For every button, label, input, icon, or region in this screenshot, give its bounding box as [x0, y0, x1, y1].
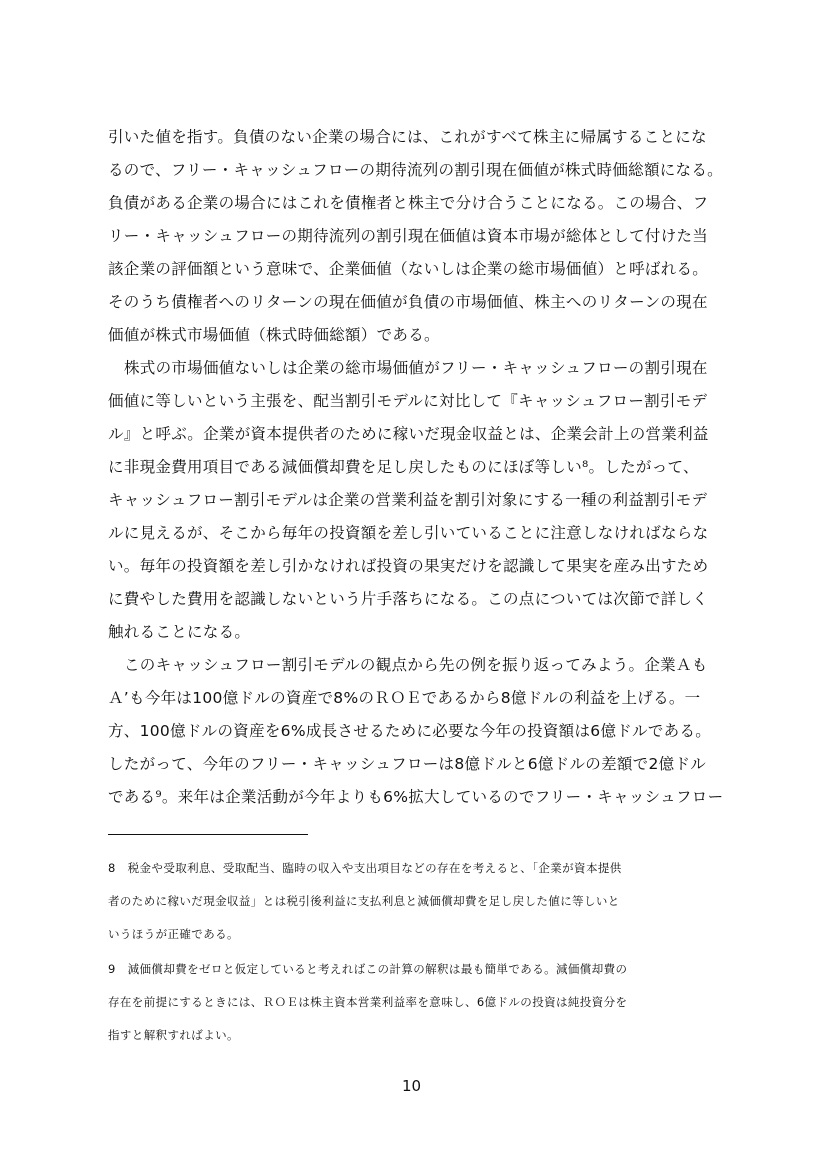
body-line: 価値が株式市場価値（株式時価総額）である。 — [108, 326, 440, 344]
body-line: 方、100億ドルの資産を6%成長させるために必要な今年の投資額は6億ドルである。 — [108, 722, 712, 740]
footnote-divider — [108, 834, 308, 835]
body-line: Ａ’も今年は100億ドルの資産で8%のＲＯＥであるから8億ドルの利益を上げる。一 — [108, 689, 701, 707]
body-line: リー・キャッシュフローの期待流列の割引現在価値は資本市場が総体として付けた当 — [108, 227, 709, 245]
page-number: 10 — [402, 1077, 422, 1095]
body-line: 引いた値を指す。負債のない企業の場合には、これがすべて株主に帰属することにな — [108, 128, 707, 146]
footnote-line: 8 税金や受取利息、受取配当、臨時の収入や支出項目などの存在を考えると、「企業が資本提供 — [108, 861, 622, 875]
body-line: 負債がある企業の場合にはこれを債権者と株主で分け合うことになる。この場合、フ — [108, 194, 709, 212]
body-line: 価値に等しいという主張を、配当割引モデルに対比して『キャッシュフロー割引モデ — [108, 392, 708, 410]
body-line: したがって、今年のフリー・キャッシュフローは8億ドルと6億ドルの差額で2億ドル — [108, 755, 707, 773]
footnote-line: 存在を前提にするときには、ＲＯＥは株主資本営業利益率を意味し、6億ドルの投資は純投資分を — [108, 995, 628, 1009]
body-line: い。毎年の投資額を差し引かなければ投資の果実だけを認識して果実を産み出すため — [108, 557, 709, 575]
body-line: 触れることになる。 — [108, 623, 251, 641]
body-line: キャッシュフロー割引モデルは企業の営業利益を割引対象にする一種の利益割引モデ — [108, 491, 708, 509]
body-line: そのうち債権者へのリターンの現在価値が負債の市場価値、株主へのリターンの現在 — [108, 293, 708, 311]
body-line: に費やした費用を認識しないという片手落ちになる。この点については次節で詳しく — [108, 590, 709, 608]
body-line: ルに見えるが、そこから毎年の投資額を差し引いていることに注意しなければならな — [108, 524, 709, 542]
footnote-line: 者のために稼いだ現金収益」とは税引後利益に支払利息と減価償却費を足し戻した値に等しいと — [108, 894, 620, 908]
body-line: である⁹。来年は企業活動が今年よりも6%拡大しているのでフリー・キャッシュフロー — [108, 788, 724, 806]
body-line: に非現金費用項目である減価償却費を足し戻したものにほぼ等しい⁸。したがって、 — [108, 458, 699, 476]
footnote-line: 指すと解釈すればよい。 — [108, 1028, 239, 1042]
body-line: このキャッシュフロー割引モデルの観点から先の例を振り返ってみよう。企業Ａも — [124, 656, 708, 674]
body-line: 該企業の評価額という意味で、企業価値（ないしは企業の総市場価値）と呼ばれる。 — [108, 260, 709, 278]
body-line: ル』と呼ぶ。企業が資本提供者のために稼いだ現金収益とは、企業会計上の営業利益 — [108, 425, 709, 443]
body-line: 株式の市場価値ないしは企業の総市場価値がフリー・キャッシュフローの割引現在 — [124, 359, 708, 377]
body-line: るので、フリー・キャッシュフローの期待流列の割引現在価値が株式時価総額になる。 — [108, 161, 723, 179]
footnote-line: いうほうが正確である。 — [108, 927, 239, 941]
footnote-line: 9 減価償却費をゼロと仮定していると考えればこの計算の解釈は最も簡単である。減価償却費の — [108, 962, 628, 976]
